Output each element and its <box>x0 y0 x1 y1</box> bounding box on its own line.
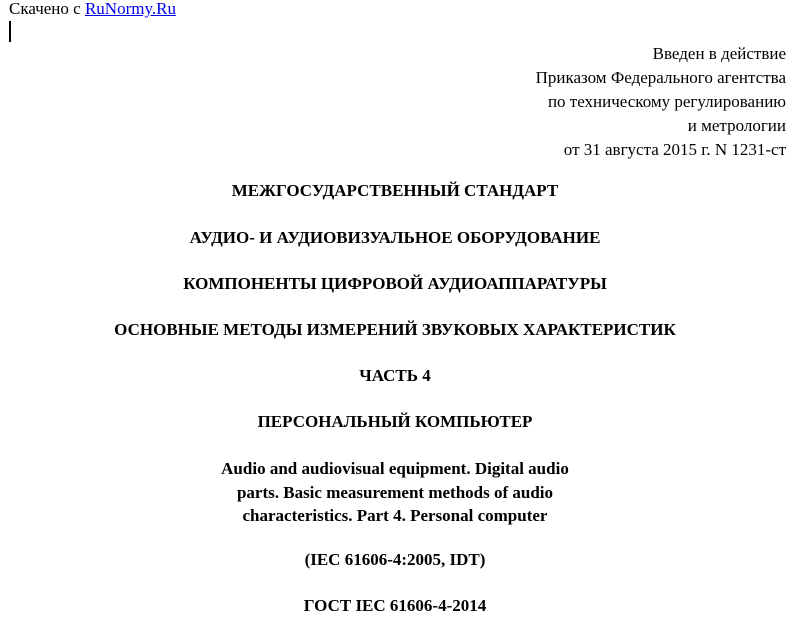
english-title-line: characteristics. Part 4. Personal computer <box>242 506 548 525</box>
approval-block <box>536 42 786 162</box>
standard-designation: ГОСТ IEC 61606-4-2014 <box>303 596 487 615</box>
title-line-3: ОСНОВНЫЕ МЕТОДЫ ИЗМЕРЕНИЙ ЗВУКОВЫХ ХАРАКТЕРИСТИК <box>114 320 676 339</box>
equivalence-note: (IEC 61606-4:2005, IDT) <box>304 550 486 569</box>
part-heading: ЧАСТЬ 4 <box>359 366 431 385</box>
english-title-line: Audio and audiovisual equipment. Digital audio <box>221 459 569 478</box>
approval-line: Введен в действие <box>652 44 786 63</box>
title-line-1: АУДИО- И АУДИОВИЗУАЛЬНОЕ ОБОРУДОВАНИЕ <box>189 228 601 247</box>
subject-heading: ПЕРСОНАЛЬНЫЙ КОМПЬЮТЕР <box>257 412 533 431</box>
approval-line: Приказом Федерального агентства <box>535 68 786 87</box>
text-cursor <box>9 21 11 42</box>
english-title-line: parts. Basic measurement methods of audio <box>236 482 554 502</box>
approval-line: от 31 августа 2015 г. N 1231-ст <box>563 140 786 159</box>
approval-line: и метрологии <box>687 116 786 135</box>
source-link[interactable]: RuNormy.Ru <box>84 0 176 18</box>
source-prefix: Скачено с <box>9 0 85 18</box>
title-line-2: КОМПОНЕНТЫ ЦИФРОВОЙ АУДИОАППАРАТУРЫ <box>183 274 607 293</box>
source-line <box>9 0 176 19</box>
approval-line: по техническому регулированию <box>547 92 786 111</box>
english-title <box>0 457 790 528</box>
standard-type-heading: МЕЖГОСУДАРСТВЕННЫЙ СТАНДАРТ <box>231 181 559 200</box>
